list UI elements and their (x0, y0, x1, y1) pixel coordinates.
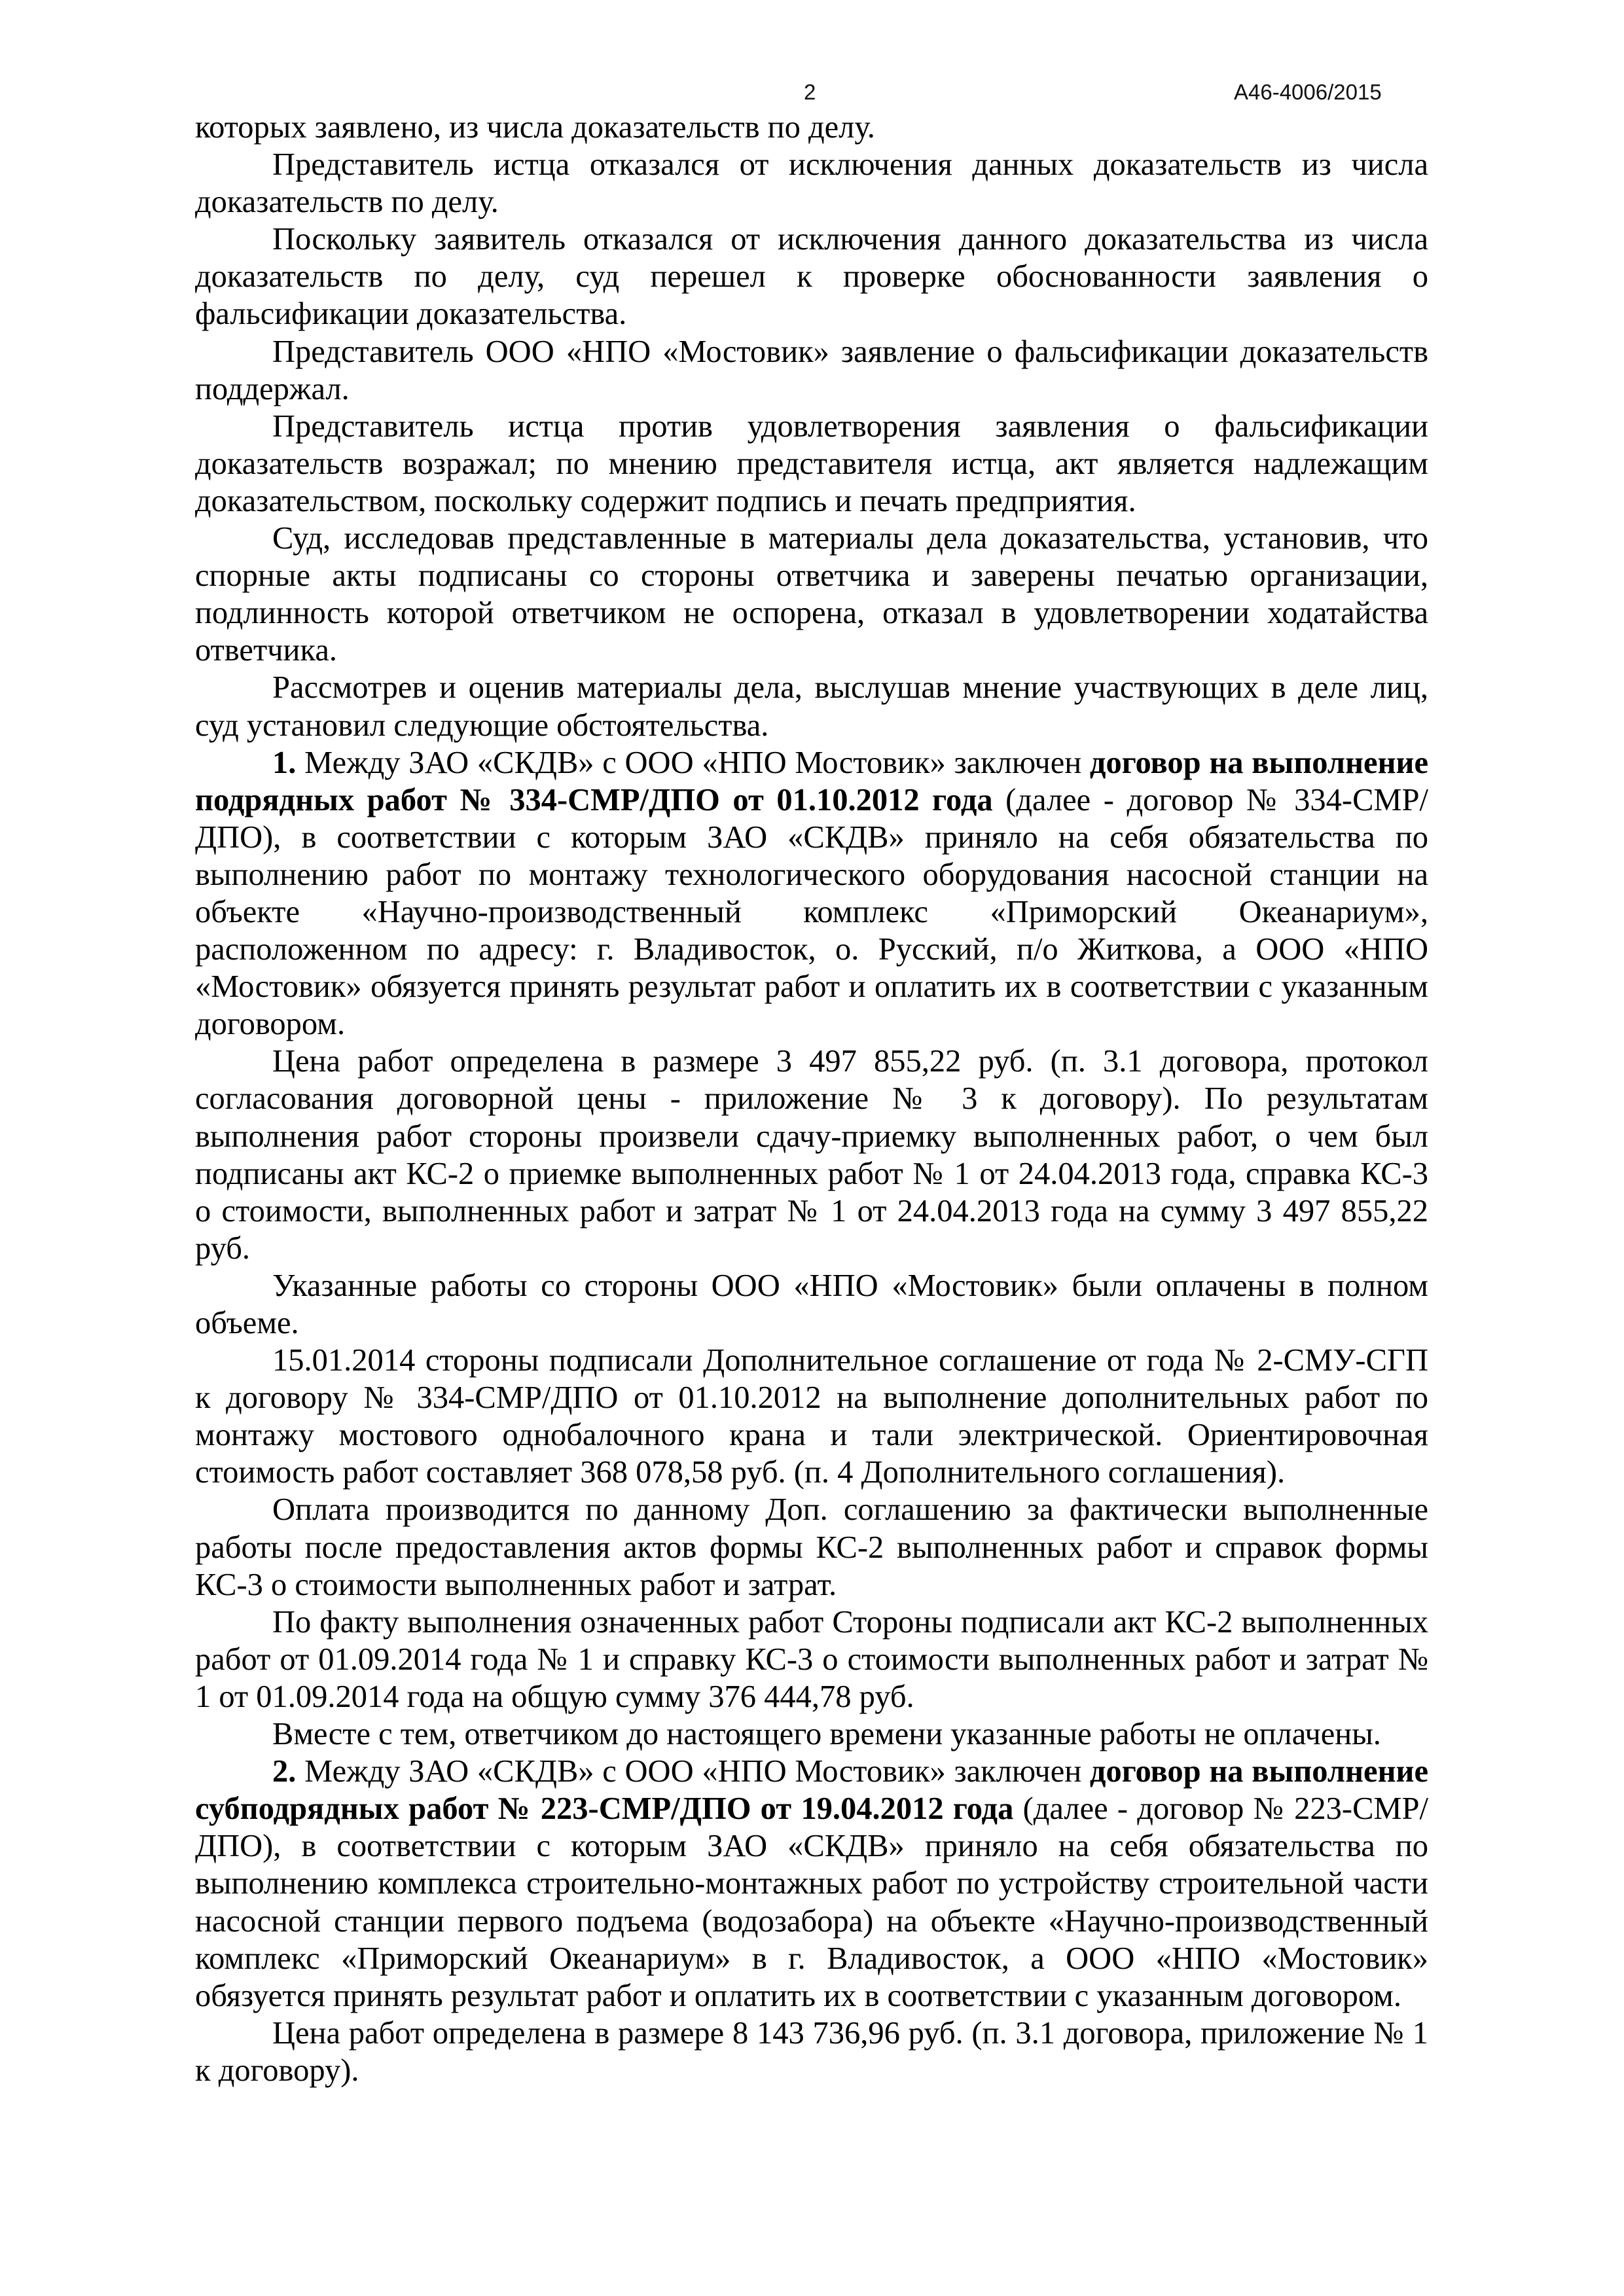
numbered-paragraph (195, 744, 1428, 1043)
document-body (195, 109, 1428, 2089)
contract-title: договор на выполнение подрядных работ № 334-СМР/ДПО от 01.10.2012 года (195, 745, 1428, 817)
case-number: А46-4006/2015 (1234, 80, 1382, 104)
paragraph: Рассмотрев и оценив материалы дела, выслушав мнение участвующих в деле лиц, суд установил следующие обстоятельства. (195, 670, 1428, 743)
paragraph-text: (далее - договор № 223-СМР/ДПО), в соответствии с которым ЗАО «СКДВ» приняло на себя обязательства по выполнению комплекса строительно-монтажных работ по устройству строительной части насосной станции первого подъема (водозабора) на объекте «Научно-производственный комплекс «Приморский Океанариум» в г. Владивосток, а ООО «НПО «Мостовик» обязуется принять результат работ и оплатить их в соответствии с указанным договором. (195, 1791, 1428, 2013)
numbered-paragraph (195, 1753, 1428, 2015)
item-number: 1. (272, 745, 297, 780)
paragraph: Цена работ определена в размере 8 143 736,96 руб. (п. 3.1 договора, приложение № 1 к договору). (195, 2015, 1428, 2088)
paragraph: Поскольку заявитель отказался от исключения данного доказательства из числа доказательств по делу, суд перешел к проверке обоснованности заявления о фальсификации доказательства. (195, 222, 1428, 332)
paragraph: Представитель истца отказался от исключения данных доказательств из числа доказательств по делу. (195, 147, 1428, 220)
paragraph: Представитель истца против удовлетворения заявления о фальсификации доказательств возражал; по мнению представителя истца, акт является надлежащим доказательством, поскольку содержит подпись и печать предприятия. (195, 408, 1428, 518)
paragraph-text: Между ЗАО «СКДВ» с ООО «НПО Мостовик» заключен (296, 1754, 1090, 1789)
paragraph: которых заявлено, из числа доказательств по делу. (195, 110, 875, 145)
paragraph-text: Между ЗАО «СКДВ» с ООО «НПО Мостовик» заключен (296, 745, 1090, 780)
paragraph: Суд, исследовав представленные в материалы дела доказательства, установив, что спорные акты подписаны со стороны ответчика и заверены печатью организации, подлинность которой ответчиком не оспорена, отказал в удовлетворении ходатайства ответчика. (195, 521, 1428, 668)
paragraph: Оплата производится по данному Доп. соглашению за фактически выполненные работы после предоставления актов формы КС-2 выполненных работ и справок формы КС-3 о стоимости выполненных работ и затрат. (195, 1492, 1428, 1602)
paragraph: Вместе с тем, ответчиком до настоящего времени указанные работы не оплачены. (272, 1717, 1381, 1752)
paragraph: Цена работ определена в размере 3 497 855,22 руб. (п. 3.1 договора, протокол согласования договорной цены - приложение № 3 к договору). По результатам выполнения работ стороны произвели сдачу-приемку выполненных работ, о чем был подписаны акт КС-2 о приемке выполненных работ № 1 от 24.04.2013 года, справка КС-3 о стоимости, выполненных работ и затрат № 1 от 24.04.2013 года на сумму 3 497 855,22 руб. (195, 1044, 1428, 1266)
paragraph-text: (далее - договор № 334-СМР/ДПО), в соответствии с которым ЗАО «СКДВ» приняло на себя обязательства по выполнению работ по монтажу технологического оборудования насосной станции на объекте «Научно-производственный комплекс «Приморский Океанариум», расположенном по адресу: г. Владивосток, о. Русский, п/о Житкова, а ООО «НПО «Мостовик» обязуется принять результат работ и оплатить их в соответствии с указанным договором. (195, 782, 1429, 1042)
contract-title: договор на выполнение субподрядных работ № 223-СМР/ДПО от 19.04.2012 года (195, 1754, 1428, 1827)
paragraph: 15.01.2014 стороны подписали Дополнительное соглашение от года № 2-СМУ-СГП к договору № 334-СМР/ДПО от 01.10.2012 на выполнение дополнительных работ по монтажу мостового однобалочного крана и тали электрической. Ориентировочная стоимость работ составляет 368 078,58 руб. (п. 4 Дополнительного соглашения). (195, 1343, 1428, 1490)
page-number: 2 (804, 80, 816, 104)
item-number: 2. (272, 1754, 297, 1789)
paragraph: Указанные работы со стороны ООО «НПО «Мостовик» были оплачены в полном объеме. (195, 1268, 1428, 1340)
paragraph: Представитель ООО «НПО «Мостовик» заявление о фальсификации доказательств поддержал. (195, 334, 1428, 406)
paragraph: По факту выполнения означенных работ Стороны подписали акт КС-2 выполненных работ от 01.09.2014 года № 1 и справку КС-3 о стоимости выполненных работ и затрат № 1 от 01.09.2014 года на общую сумму 376 444,78 руб. (195, 1604, 1428, 1714)
